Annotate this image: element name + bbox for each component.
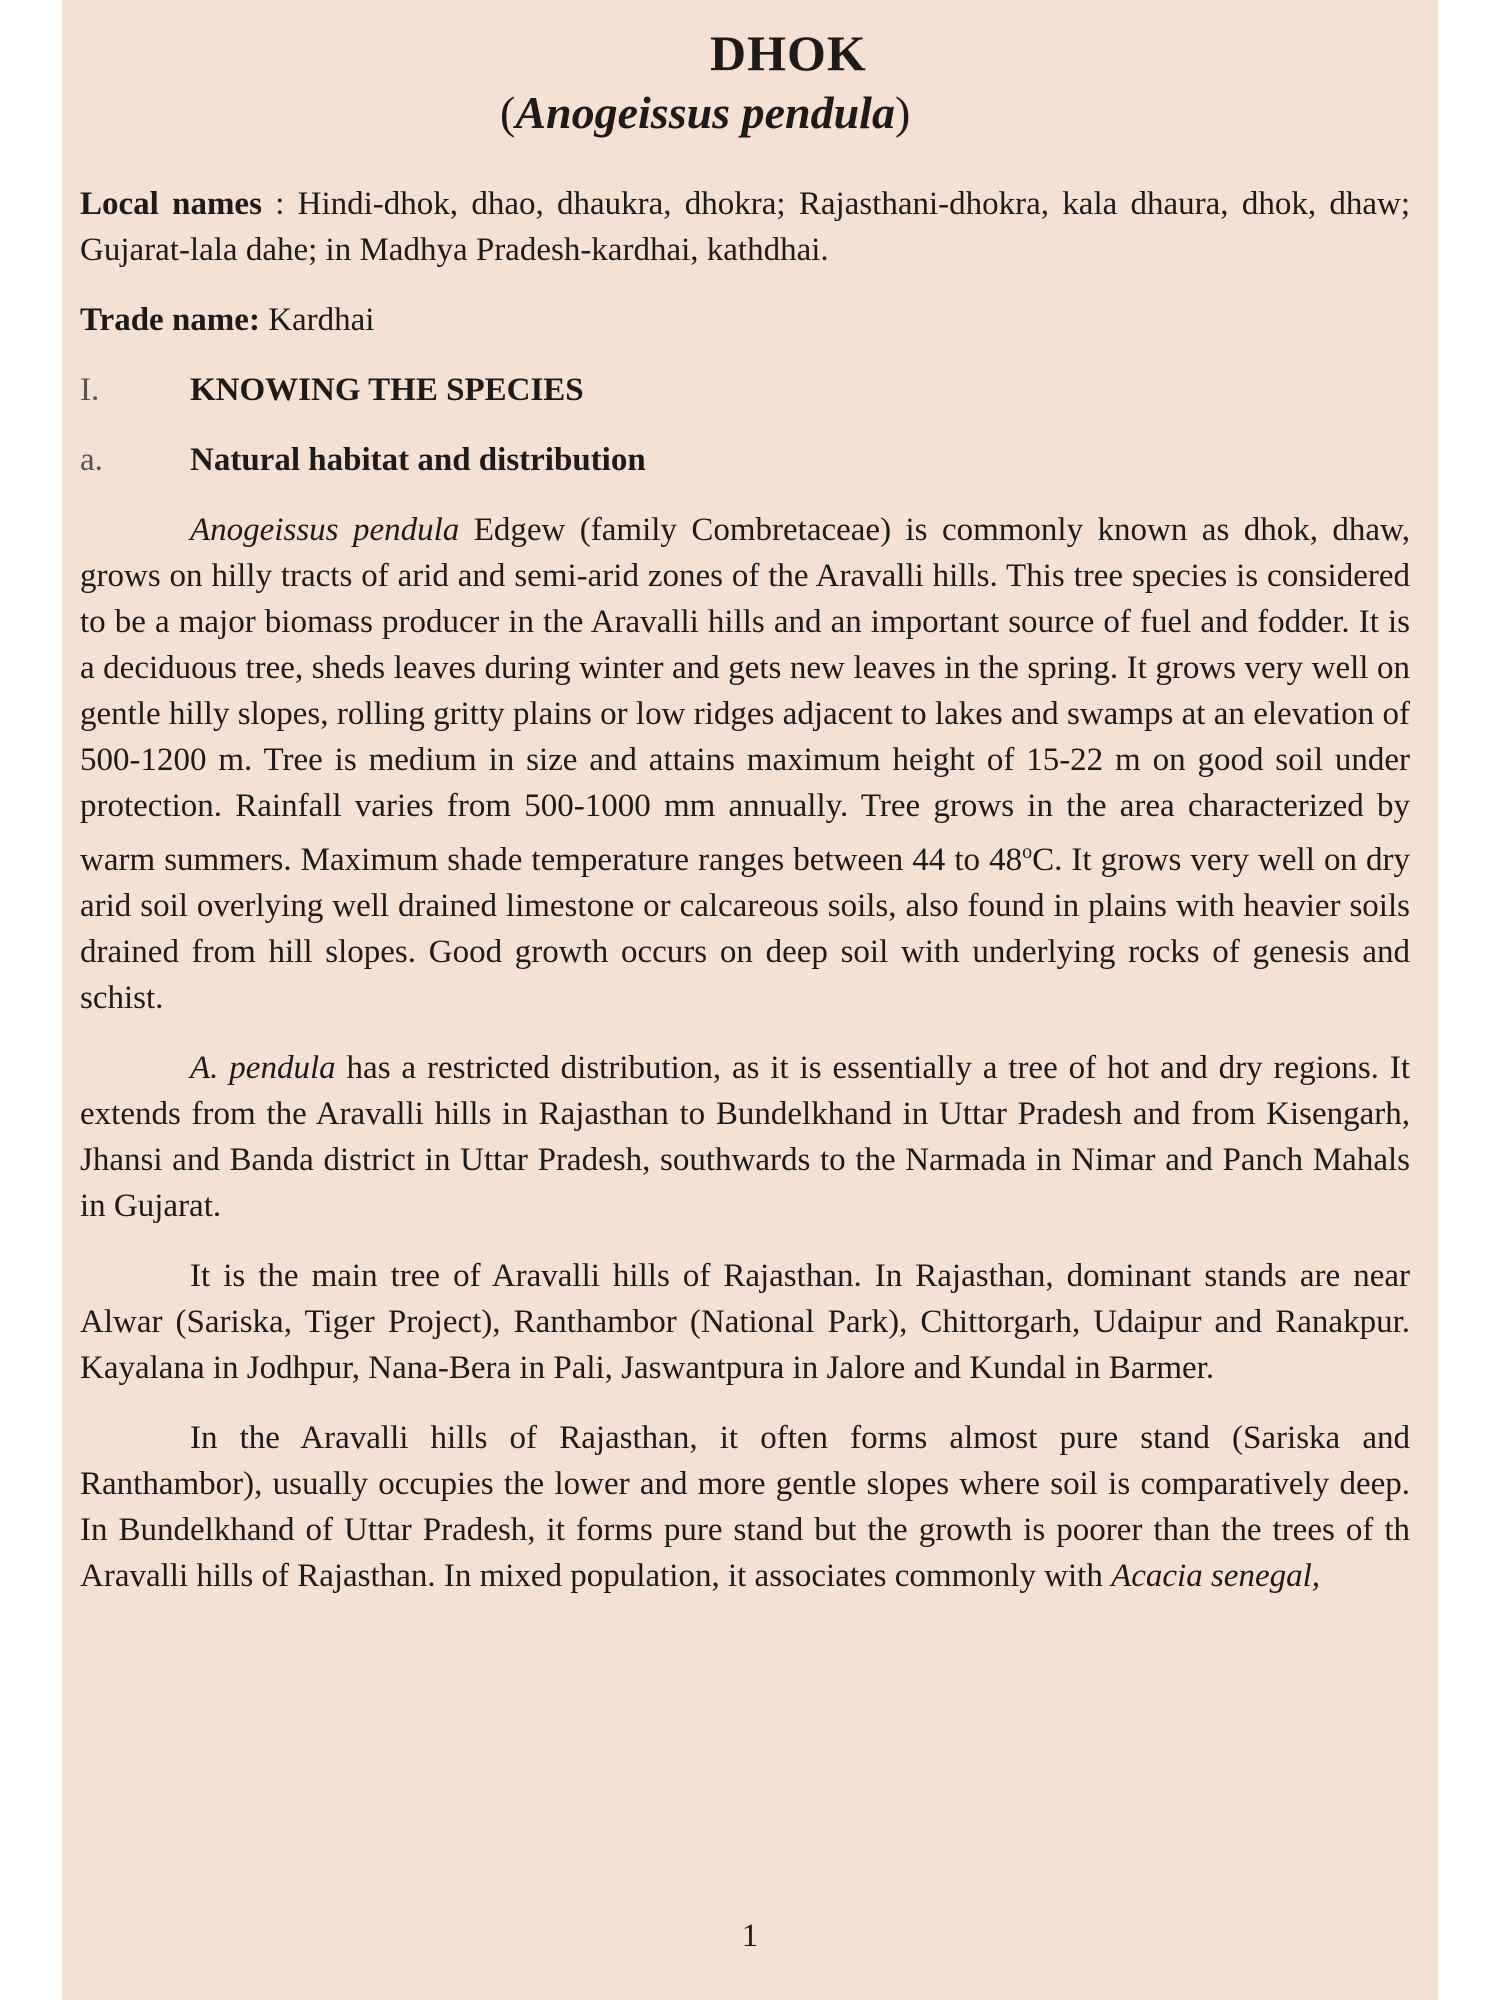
local-names-label: Local names (80, 186, 262, 222)
section-title: KNOWING THE SPECIES (190, 372, 584, 408)
paragraph-text: has a restricted distribution, as it is essentially a tree of hot and dry regions. It extends from the Aravalli hills in Rajasthan to Bundelkhand in Uttar Pradesh and from Kisengarh, Jhansi and Banda district in Uttar Pradesh, southwards to the Narmada in Nimar and Panch Mahals in Gujarat. (80, 1050, 1410, 1224)
subsection-heading (80, 437, 1410, 483)
paragraph-species-name: Anogeissus pendula (190, 512, 460, 548)
paragraph-text: In the Aravalli hills of Rajasthan, it often forms almost pure stand (Sariska and Ranthambor), usually occupies the lower and more gentle slopes where soil is comparatively deep. In Bundelkhand of Uttar Pradesh, it forms pure stand but the growth is poorer than the trees of th Aravalli hills of Rajasthan. In mixed population, it associates commonly with (80, 1420, 1410, 1594)
local-names (80, 181, 1410, 273)
paragraph-text: It is the main tree of Aravalli hills of Rajasthan. In Rajasthan, dominant stands are near Alwar (Sariska, Tiger Project), Ranthambor (National Park), Chittorgarh, Udaipur and Ranakpur. Kayalana in Jodhpur, Nana-Bera in Pali, Jaswantpura in Jalore and Kundal in Barmer. (80, 1258, 1410, 1386)
paragraph-species-name: A. pendula (190, 1050, 336, 1086)
section-number: I. (80, 372, 100, 408)
paragraph-habitat (80, 507, 1410, 1021)
paragraph-text: Edgew (family Combretaceae) is commonly known as dhok, dhaw, grows on hilly tracts of arid and semi-arid zones of the Aravalli hills. This tree species is considered to be a major biomass producer in the Aravalli hills and an important source of fuel and fodder. It is a deciduous tree, sheds leaves during winter and gets new leaves in the spring. It grows very well on gentle hilly slopes, rolling gritty plains or low ridges adjacent to lakes and swamps at an elevation of 500-1200 m. Tree is medium in size and attains maximum height of 15-22 m on good soil under protection. Rainfall varies from 500-1000 mm annually. Tree grows in the area characterized by warm summers. Maximum shade temperature ranges between 44 to 48 (80, 512, 1410, 878)
paragraph-species-name: Acacia senegal, (1111, 1558, 1321, 1594)
paragraph-rajasthan (80, 1253, 1410, 1391)
degree-mark: o (1022, 841, 1033, 863)
trade-name-label: Trade name: (80, 302, 260, 338)
paragraph-distribution (80, 1045, 1410, 1229)
page-subtitle (80, 86, 1410, 139)
subtitle-close: ) (894, 87, 911, 138)
page-title: DHOK (710, 25, 867, 81)
trade-name (80, 297, 1410, 343)
species-name: Anogeissus pendula (515, 87, 895, 138)
trade-name-text: Kardhai (259, 302, 375, 338)
paragraph-text-continued: C. It grows very well on dry arid soil overlying well drained limestone or calcareous soils, also found in plains with heavier soils drained from hill slopes. Good growth occurs on deep soil with underlying rocks of genesis and schist. (80, 842, 1410, 1016)
subtitle-open: ( (500, 87, 516, 138)
subsection-number: a. (80, 442, 103, 478)
subsection-title: Natural habitat and distribution (190, 442, 646, 478)
paragraph-pure-stand (80, 1415, 1410, 1599)
section-heading (80, 367, 1410, 413)
local-names-text: : Hindi-dhok, dhao, dhaukra, dhokra; Rajasthani-dhokra, kala dhaura, dhok, dhaw; Gujarat-lala dahe; in Madhya Pradesh-kardhai, kathdhai. (80, 186, 1410, 268)
document-page (62, 0, 1438, 2000)
page-number: 1 (741, 1918, 759, 1954)
